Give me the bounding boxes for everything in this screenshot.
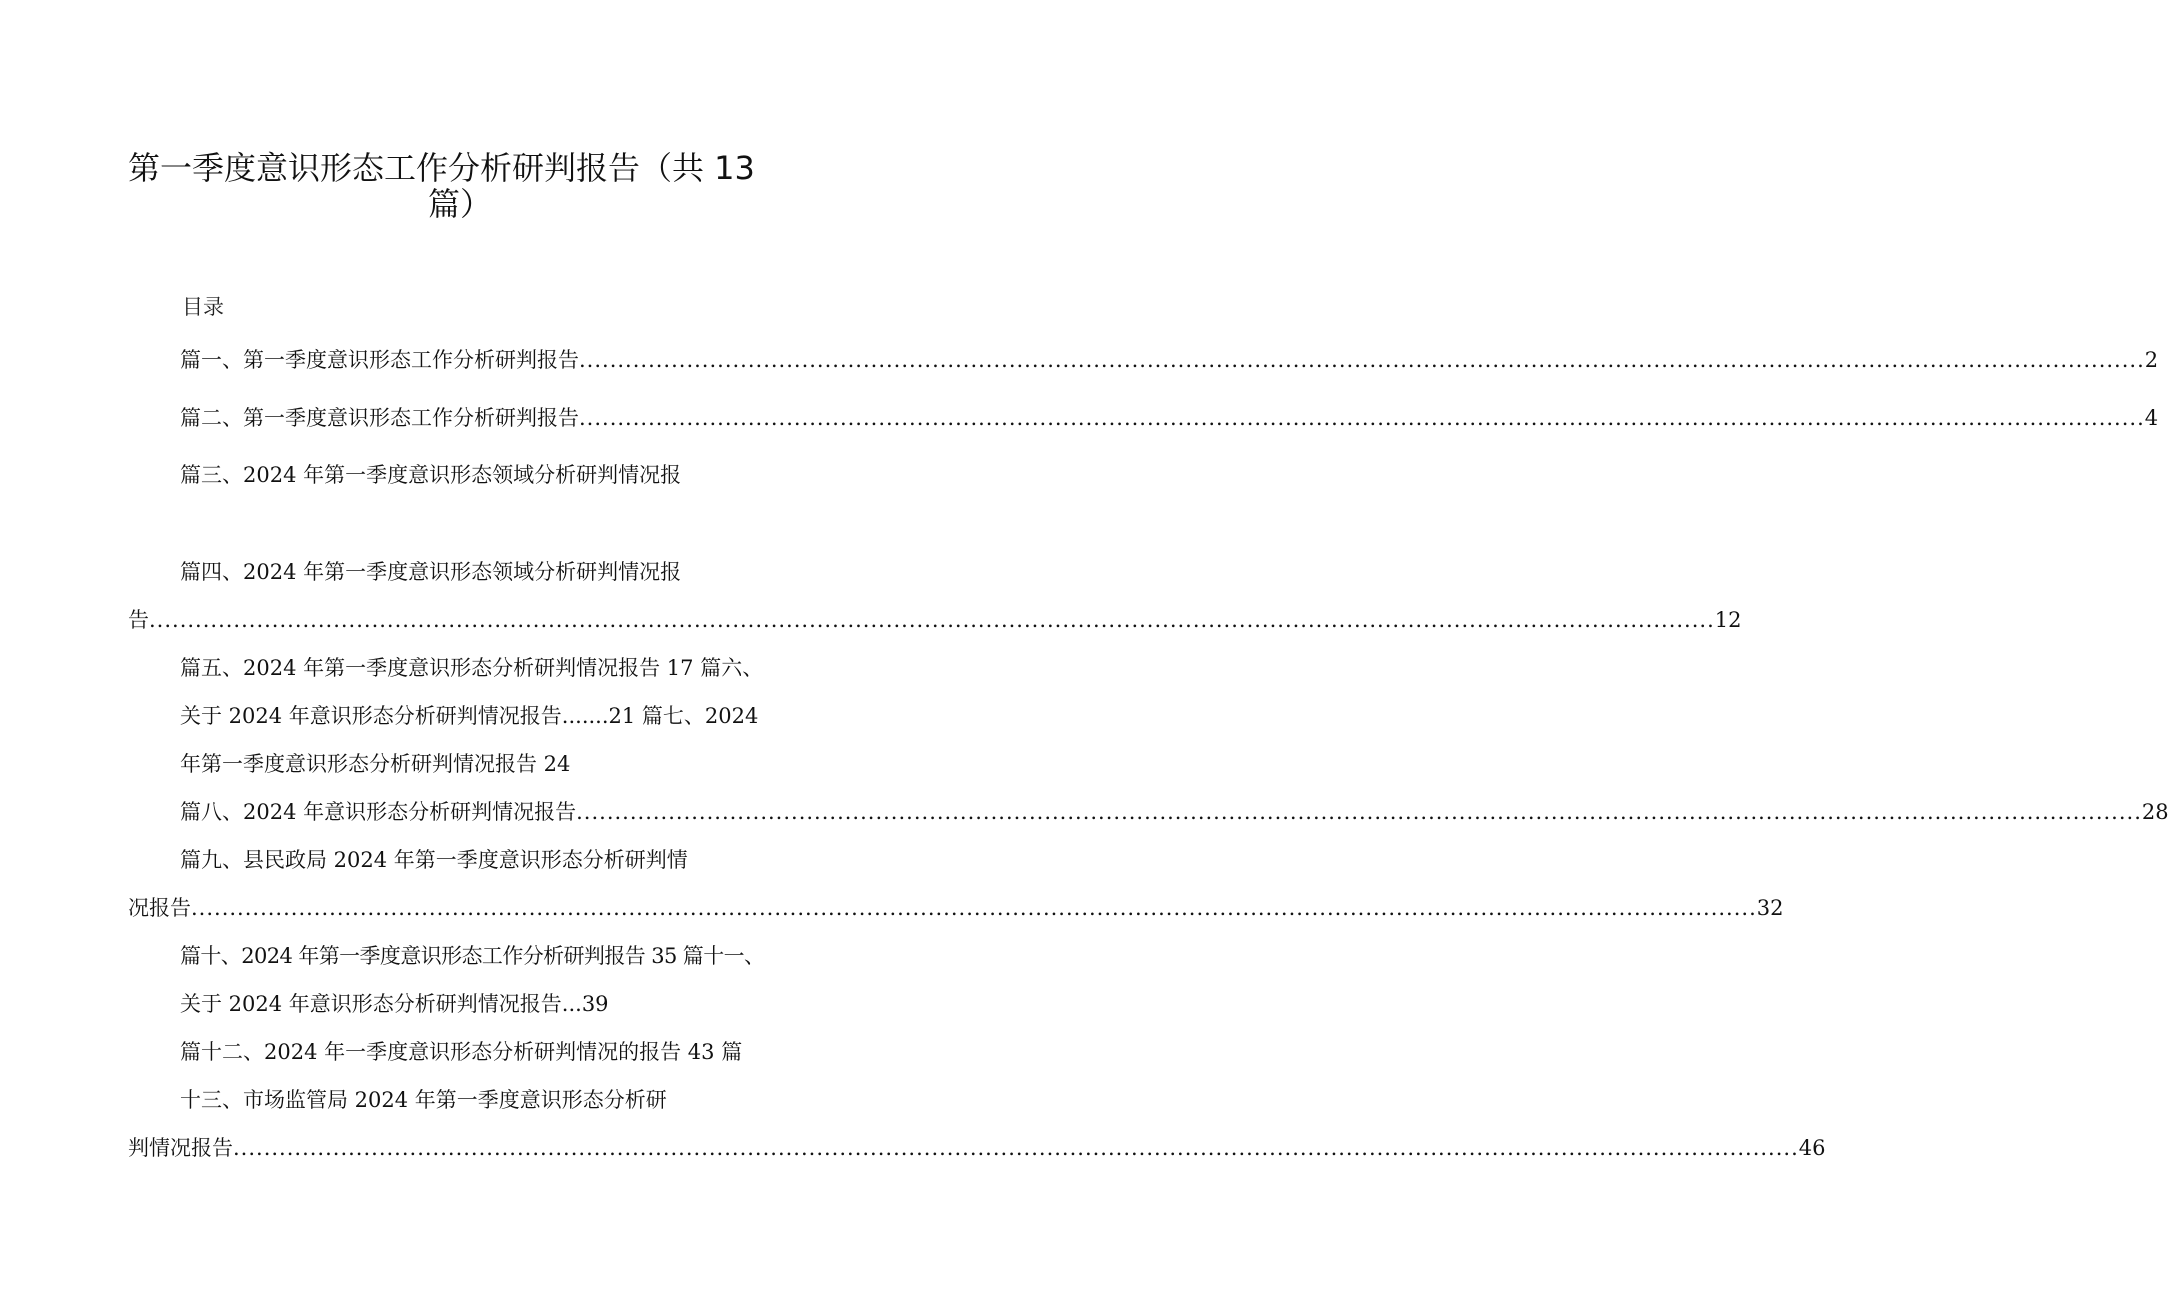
toc-leader-dots: ............................................................................................................................................................................................................: [579, 406, 2145, 430]
toc-entry[interactable]: [128, 1133, 1826, 1163]
toc-leader-dots: ............................................................................................................................................................................................................: [579, 348, 2145, 372]
document-title-line-1: 第一季度意识形态工作分析研判报告（共 13: [128, 149, 755, 187]
toc-entry-page: 28: [2141, 800, 2169, 824]
toc-entry[interactable]: 篇十二、2024 年一季度意识形态分析研判情况的报告 43 篇: [180, 1040, 743, 1064]
toc-entry[interactable]: 十三、市场监管局 2024 年第一季度意识形态分析研: [180, 1088, 667, 1112]
toc-heading: 目录: [182, 295, 224, 319]
document-title-line-2: 篇）: [428, 185, 493, 223]
toc-entry[interactable]: [180, 403, 2159, 433]
toc-leader-dots: ............................................................................................................................................................................................................: [149, 608, 1715, 632]
toc-entry-text: 告: [128, 608, 149, 632]
toc-entry[interactable]: 篇十、2024 年第一季度意识形态工作分析研判报告 35 篇十一、: [180, 944, 765, 968]
toc-entry[interactable]: 关于 2024 年意识形态分析研判情况报告.......21 篇七、2024: [180, 704, 759, 728]
toc-entry[interactable]: [180, 797, 2169, 827]
toc-entry[interactable]: 篇四、2024 年第一季度意识形态领域分析研判情况报: [180, 560, 682, 584]
toc-entry[interactable]: [180, 345, 2159, 375]
toc-entry-page: 2: [2144, 348, 2159, 372]
toc-entry-text: 判情况报告: [128, 1136, 233, 1160]
toc-entry[interactable]: 篇九、县民政局 2024 年第一季度意识形态分析研判情: [180, 848, 688, 872]
toc-entry-page: 4: [2144, 406, 2159, 430]
toc-entry[interactable]: [128, 893, 1784, 923]
toc-entry-text: 篇八、2024 年意识形态分析研判情况报告: [180, 800, 577, 824]
toc-leader-dots: ............................................................................................................................................................................................................: [576, 800, 2142, 824]
toc-entry-page: 46: [1798, 1136, 1826, 1160]
toc-entry[interactable]: 关于 2024 年意识形态分析研判情况报告...39: [180, 992, 609, 1016]
toc-entry[interactable]: 年第一季度意识形态分析研判情况报告 24: [180, 752, 571, 776]
toc-leader-dots: ............................................................................................................................................................................................................: [233, 1136, 1799, 1160]
toc-entry-page: 32: [1756, 896, 1784, 920]
toc-entry[interactable]: 篇三、2024 年第一季度意识形态领域分析研判情况报: [180, 463, 682, 487]
toc-entry-text: 篇一、第一季度意识形态工作分析研判报告: [180, 348, 579, 372]
toc-leader-dots: ............................................................................................................................................................................................................: [191, 896, 1757, 920]
toc-entry-page: 12: [1714, 608, 1742, 632]
toc-entry[interactable]: [128, 605, 1742, 635]
toc-entry-text: 况报告: [128, 896, 191, 920]
toc-entry-text: 篇二、第一季度意识形态工作分析研判报告: [180, 406, 579, 430]
toc-entry[interactable]: 篇五、2024 年第一季度意识形态分析研判情况报告 17 篇六、: [180, 656, 764, 680]
